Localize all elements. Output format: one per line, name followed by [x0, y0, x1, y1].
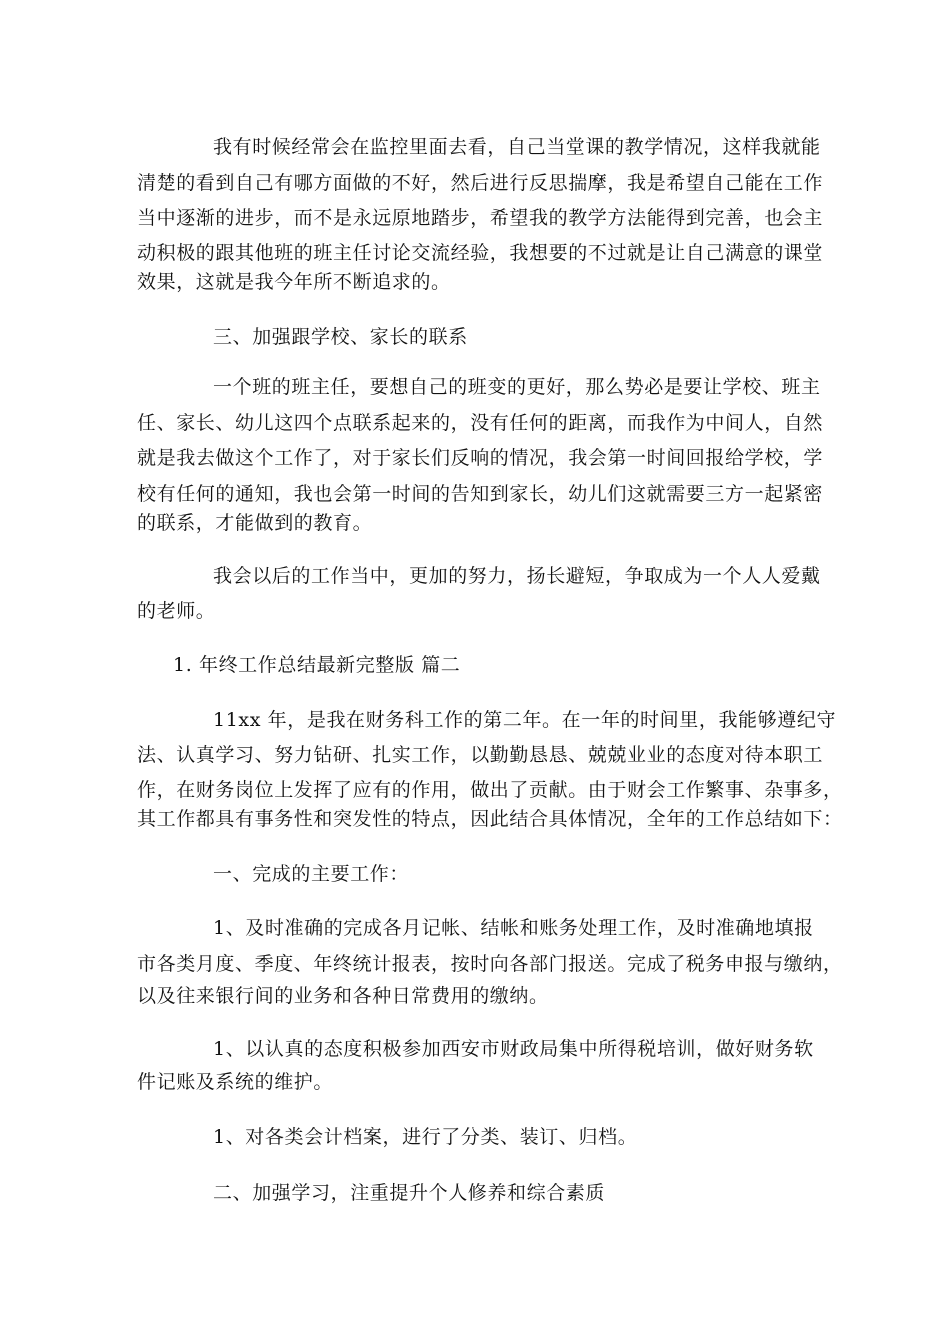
paragraph-line: 我会以后的工作当中，更加的努力，扬长避短，争取成为一个人人爱戴 — [213, 565, 821, 587]
paragraph-line: 校有任何的通知，我也会第一时间的告知到家长，幼儿们这就需要三方一起紧密 — [137, 483, 824, 505]
paragraph-line: 1、及时准确的完成各月记帐、结帐和账务处理工作，及时准确地填报 — [213, 917, 814, 939]
paragraph-line: 其工作都具有事务性和突发性的特点，因此结合具体情况，全年的工作总结如下： — [137, 808, 843, 830]
paragraph-line: 1、以认真的态度积极参加西安市财政局集中所得税培训，做好财务软 — [213, 1038, 814, 1060]
paragraph-line: 市各类月度、季度、年终统计报表，按时向各部门报送。完成了税务申报与缴纳， — [137, 953, 843, 975]
section-title: 1. 年终工作总结最新完整版 篇二 — [173, 654, 461, 676]
paragraph-line: 的老师。 — [137, 600, 216, 622]
paragraph-line: 一个班的班主任，要想自己的班变的更好，那么势必是要让学校、班主 — [213, 376, 821, 398]
paragraph-line: 就是我去做这个工作了，对于家长们反响的情况，我会第一时间回报给学校，学 — [137, 447, 824, 469]
paragraph-line: 效果，这就是我今年所不断追求的。 — [137, 271, 451, 293]
paragraph-line: 当中逐渐的进步，而不是永远原地踏步，希望我的教学方法能得到完善，也会主 — [137, 207, 824, 229]
section-heading: 二、加强学习，注重提升个人修养和综合素质 — [213, 1182, 606, 1204]
section-heading: 一、完成的主要工作： — [213, 863, 410, 885]
paragraph-line: 11xx 年，是我在财务科工作的第二年。在一年的时间里，我能够遵纪守 — [213, 709, 837, 731]
paragraph-line: 作，在财务岗位上发挥了应有的作用，做出了贡献。由于财会工作繁事、杂事多， — [137, 779, 843, 801]
paragraph-line: 清楚的看到自己有哪方面做的不好，然后进行反思揣摩，我是希望自己能在工作 — [137, 172, 824, 194]
paragraph-line: 动积极的跟其他班的班主任讨论交流经验，我想要的不过就是让自己满意的课堂 — [137, 242, 824, 264]
paragraph-line: 1、对各类会计档案，进行了分类、装订、归档。 — [213, 1126, 638, 1148]
paragraph-line: 以及往来银行间的业务和各种日常费用的缴纳。 — [137, 985, 549, 1007]
section-heading: 三、加强跟学校、家长的联系 — [213, 326, 468, 348]
paragraph-line: 法、认真学习、努力钻研、扎实工作，以勤勤恳恳、兢兢业业的态度对待本职工 — [137, 744, 824, 766]
paragraph-line: 件记账及系统的维护。 — [137, 1071, 334, 1093]
paragraph-line: 我有时候经常会在监控里面去看，自己当堂课的教学情况，这样我就能 — [213, 136, 821, 158]
paragraph-line: 的联系，才能做到的教育。 — [137, 512, 373, 534]
paragraph-line: 任、家长、幼儿这四个点联系起来的，没有任何的距离，而我作为中间人，自然 — [137, 412, 824, 434]
